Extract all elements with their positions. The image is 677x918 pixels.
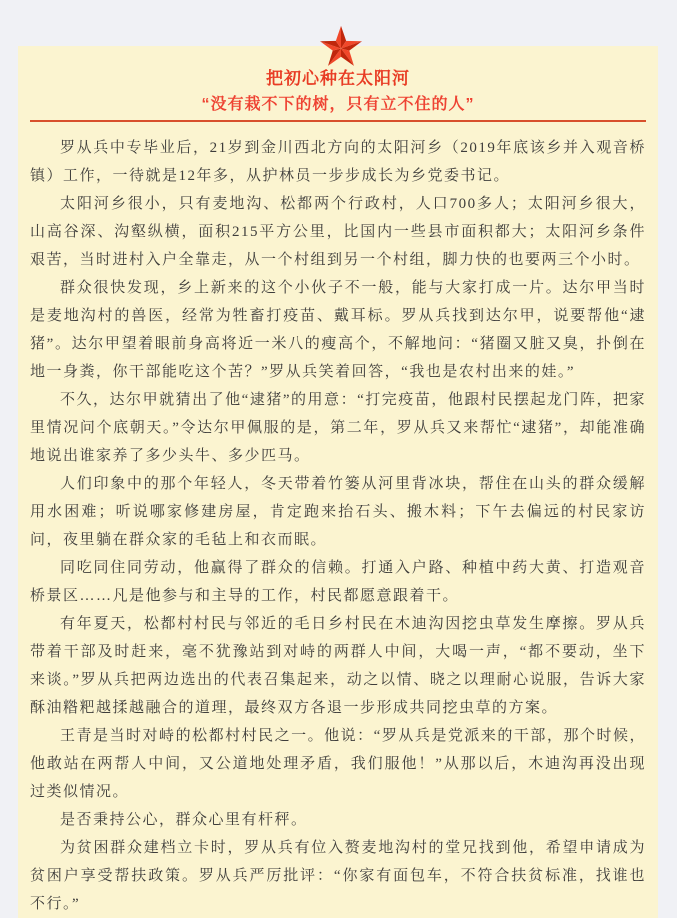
red-star-icon <box>318 25 364 71</box>
article-paragraph: 同吃同住同劳动，他赢得了群众的信赖。打通入户路、种植中药大黄、打造观音桥景区……凡是他参与和主导的工作，村民都愿意跟着干。 <box>30 560 646 604</box>
article-paragraph: 罗从兵中专毕业后，21岁到金川西北方向的太阳河乡（2019年底该乡并入观音桥镇）工作，一待就是12年多，从护林员一步步成长为乡党委书记。 <box>30 140 646 184</box>
article-paragraph: 有年夏天，松都村村民与邻近的毛日乡村民在木迪沟因挖虫草发生摩擦。罗从兵带着干部及时赶来，毫不犹豫站到对峙的两群人中间，大喝一声，“都不要动，坐下来谈。”罗从兵把两边选出的代表召集起来，动之以情、晓之以理耐心说服，告诉大家酥油糌粑越揉越融合的道理，最终双方各退一步形成共同挖虫草的方案。 <box>30 616 646 716</box>
article-paragraph: 是否秉持公心，群众心里有杆秤。 <box>60 812 308 828</box>
article-title: 把初心种在太阳河 <box>266 69 410 88</box>
article-paragraph: 不久，达尔甲就猜出了他“逮猪”的用意：“打完疫苗，他跟村民摆起龙门阵，把家里情况问个底朝天。”令达尔甲佩服的是，第二年，罗从兵又来帮忙“逮猪”，却能准确地说出谁家养了多少头牛、多少匹马。 <box>30 392 646 464</box>
article-subtitle: “没有栽不下的树，只有立不住的人” <box>201 96 475 113</box>
article-body <box>30 134 646 918</box>
article-paragraph: 太阳河乡很小，只有麦地沟、松都两个行政村，人口700多人；太阳河乡很大，山高谷深、沟壑纵横，面积215平方公里，比国内一些县市面积都大；太阳河乡条件艰苦，当时进村入户全靠走，从一个村组到另一个村组，脚力快的也要两三个小时。 <box>30 196 646 268</box>
article-paragraph: 群众很快发现，乡上新来的这个小伙子不一般，能与大家打成一片。达尔甲当时是麦地沟村的兽医，经常为牲畜打疫苗、戴耳标。罗从兵找到达尔甲，说要帮他“逮猪”。达尔甲望着眼前身高将近一米八的瘦高个，不解地问：“猪圈又脏又臭，扑倒在地一身粪，你干部能吃这个苦？”罗从兵笑着回答，“我也是农村出来的娃。” <box>30 280 646 380</box>
article-paragraph: 王青是当时对峙的松都村村民之一。他说：“罗从兵是党派来的干部，那个时候，他敢站在两帮人中间，又公道地处理矛盾，我们服他！”从那以后，木迪沟再没出现过类似情况。 <box>30 728 646 800</box>
article-paragraph: 为贫困群众建档立卡时，罗从兵有位入赘麦地沟村的堂兄找到他，希望申请成为贫困户享受帮扶政策。罗从兵严厉批评：“你家有面包车，不符合扶贫标准，找谁也不行。” <box>30 840 646 912</box>
title-divider <box>30 120 646 122</box>
article-paragraph: 人们印象中的那个年轻人，冬天带着竹篓从河里背冰块，帮住在山头的群众缓解用水困难；听说哪家修建房屋，肯定跑来抬石头、搬木料；下午去偏远的村民家访问，夜里躺在群众家的毛毡上和衣而眠。 <box>30 476 646 548</box>
article-card <box>18 46 658 918</box>
